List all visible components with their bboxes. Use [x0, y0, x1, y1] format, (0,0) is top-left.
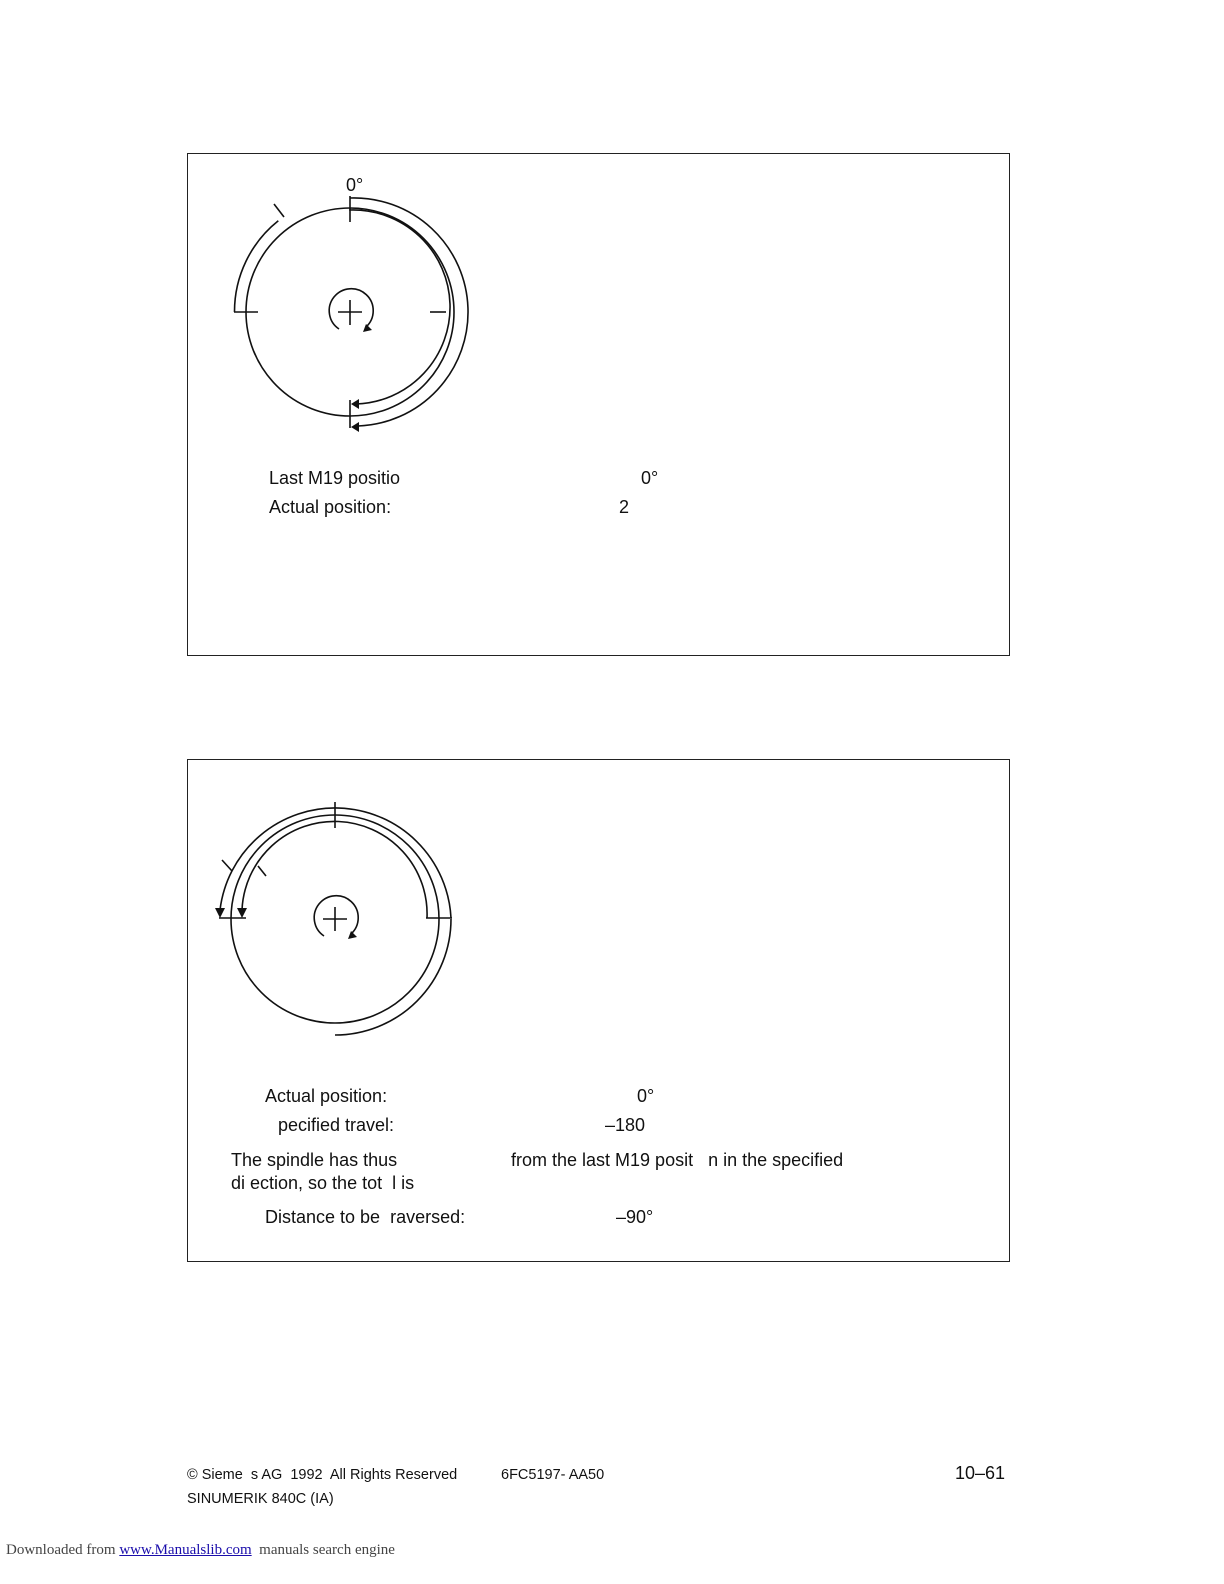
- tick-diagonal-outer: [222, 860, 232, 871]
- distance-traversed-value: –90°: [616, 1207, 654, 1227]
- zero-degree-label: 0°: [346, 175, 364, 195]
- outer-arc-arrowhead: [215, 908, 225, 918]
- page-number: 10–61: [955, 1463, 1006, 1483]
- explanation-text-line2: di ection, so the tot l is: [231, 1173, 415, 1193]
- actual-position-label: Actual position:: [269, 497, 392, 517]
- actual-position-value: 2: [619, 497, 630, 517]
- explanation-text-part2: from the last M19 posit n in the specified: [511, 1150, 844, 1170]
- tick-diagonal: [274, 204, 284, 217]
- manualslib-link[interactable]: www.Manualslib.com: [119, 1542, 252, 1558]
- outer-arc-arrowhead: [351, 422, 359, 432]
- figure-2-spindle-diagram: [205, 795, 465, 1045]
- actual-position-label: Actual position:: [265, 1086, 388, 1106]
- tick-diagonal-inner: [258, 866, 266, 876]
- travel-arc-inner: [242, 821, 427, 918]
- download-suffix: manuals search engine: [259, 1542, 395, 1558]
- actual-position-value: 0°: [637, 1086, 655, 1106]
- distance-traversed-label: Distance to be raversed:: [265, 1207, 466, 1227]
- specified-travel-value: –180: [605, 1115, 646, 1135]
- rotation-symbol: [314, 896, 358, 936]
- download-note: [6, 1542, 395, 1559]
- last-m19-position-label: Last M19 positio: [269, 468, 401, 488]
- last-m19-position-value: 0°: [641, 468, 659, 488]
- inner-arc-arrowhead: [351, 399, 359, 409]
- footer-order-number: 6FC5197- AA50: [501, 1467, 605, 1483]
- figure-1-spindle-diagram: [220, 170, 480, 440]
- footer-product-name: SINUMERIK 840C (IA): [187, 1491, 334, 1507]
- inner-arc-arrowhead: [237, 908, 247, 918]
- explanation-text-part1: The spindle has thus: [231, 1150, 398, 1170]
- download-prefix: Downloaded from: [6, 1542, 116, 1558]
- rotation-symbol: [329, 289, 373, 329]
- travel-arc-inner: [350, 208, 450, 404]
- footer-copyright: © Sieme s AG 1992 All Rights Reserved: [187, 1467, 458, 1483]
- specified-travel-label: pecified travel:: [278, 1115, 395, 1135]
